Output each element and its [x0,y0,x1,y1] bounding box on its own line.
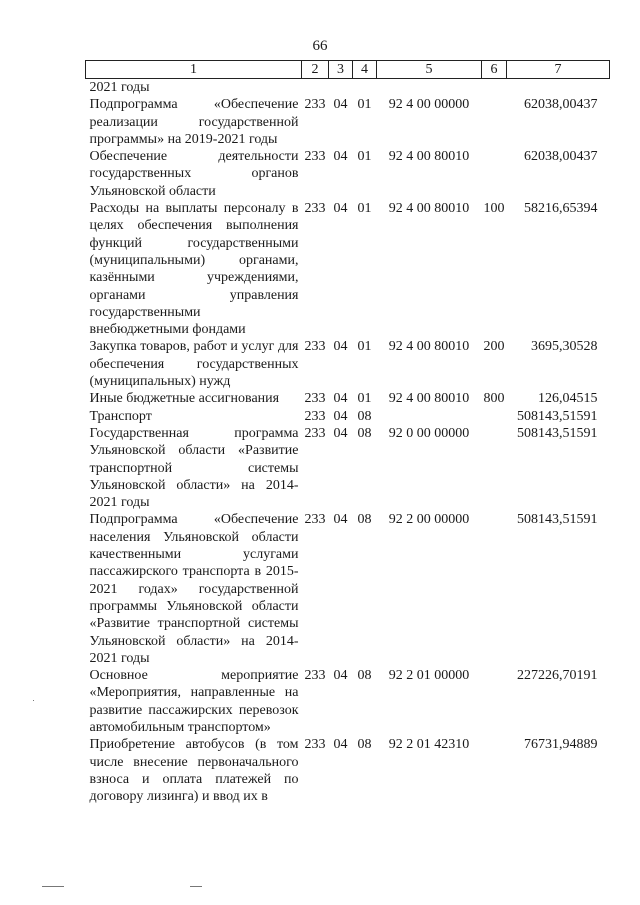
row-name: Иные бюджетные ассигнования [89,391,280,407]
row-col-5: 92 4 00 00000 [388,97,470,113]
scan-speck [42,886,64,887]
table-row [86,390,610,407]
table-row [86,200,610,338]
row-col-6 [482,425,507,511]
row-name: Государственная программа Ульяновской области «Развитие транспортной системы Ульяновской области» на 2014-2021 годы [89,425,299,511]
row-col-6 [482,667,507,736]
row-col-7: 3695,30528 [531,339,598,355]
row-col-4: 08 [357,668,372,684]
row-col-3: 04 [333,97,348,113]
row-name: 2021 годы [89,80,150,95]
table-header-row [86,61,610,79]
row-col-6 [482,408,507,425]
header-col-3: 3 [329,61,353,79]
row-name: Расходы на выплаты персоналу в целях обеспечения выполнения функций государственными (муниципальными) органами, казёнными учреждениями, органами управления государственными внебюджетными фондами [89,201,299,338]
row-col-6 [482,511,507,667]
header-col-2: 2 [302,61,329,79]
row-col-2: 233 [304,201,326,217]
row-col-5 [377,408,482,425]
row-name: Подпрограмма «Обеспечение реализации государственной программы» на 2019-2021 годы [89,97,299,147]
row-col-7: 126,04515 [538,391,598,407]
row-col-2 [302,79,329,97]
row-col-7: 58216,65394 [524,201,598,217]
row-col-2: 233 [304,425,326,441]
row-col-4: 01 [357,201,372,217]
row-col-5: 92 4 00 80010 [388,149,470,165]
row-col-3: 04 [333,425,348,441]
row-col-6 [482,148,507,200]
row-col-4: 08 [357,425,372,441]
table-row [86,79,610,97]
row-col-7 [507,79,610,97]
row-col-2: 233 [304,391,326,407]
table-row [86,667,610,736]
row-col-2: 233 [304,408,326,424]
header-col-1: 1 [86,61,302,79]
row-col-4: 08 [357,512,372,528]
row-col-3: 04 [333,391,348,407]
scan-speck [190,886,202,887]
table-row [86,96,610,148]
row-col-2: 233 [304,339,326,355]
row-col-7: 508143,51591 [517,425,598,441]
row-col-4: 01 [357,149,372,165]
row-col-3: 04 [333,339,348,355]
row-name: Обеспечение деятельности государственных органов Ульяновской области [89,149,299,199]
row-col-7: 62038,00437 [524,97,598,113]
row-col-5: 92 4 00 80010 [388,339,470,355]
row-col-2: 233 [304,149,326,165]
row-col-5: 92 0 00 00000 [388,425,470,441]
row-col-6 [482,96,507,148]
budget-table [85,60,610,805]
table-row [86,511,610,667]
row-col-3: 04 [333,737,348,753]
row-col-7: 227226,70191 [517,668,598,684]
row-col-3: 04 [333,668,348,684]
row-col-3: 04 [333,512,348,528]
row-name: Приобретение автобусов (в том числе внесение первоначального взноса и оплата платежей по договору лизинга) и ввод их в [89,737,299,805]
row-col-5: 92 2 01 00000 [388,668,470,684]
row-col-3: 04 [333,201,348,217]
row-col-7: 62038,00437 [524,149,598,165]
row-col-7: 508143,51591 [517,408,598,424]
row-col-4: 01 [357,97,372,113]
row-col-5: 92 4 00 80010 [388,201,470,217]
row-name: Подпрограмма «Обеспечение населения Ульяновской области качественными услугами пассажирского транспорта в 2015-2021 годах» государственной программы Ульяновской области «Развитие транспортной системы Ульяновской области» на 2014-2021 годы [89,512,299,666]
row-col-5: 92 4 00 80010 [388,391,470,407]
header-col-6: 6 [482,61,507,79]
row-col-4: 08 [357,737,372,753]
header-col-7: 7 [507,61,610,79]
row-col-7: 76731,94889 [524,737,598,753]
row-col-4 [353,79,377,97]
table-row [86,736,610,805]
row-col-5: 92 2 00 00000 [388,512,470,528]
table-row [86,425,610,511]
table-row [86,148,610,200]
row-col-3: 04 [333,149,348,165]
row-col-5: 92 2 01 42310 [388,737,470,753]
row-col-4: 08 [357,408,372,424]
header-col-5: 5 [377,61,482,79]
scan-speck [33,700,34,701]
row-col-7: 508143,51591 [517,512,598,528]
header-col-4: 4 [353,61,377,79]
table-row [86,408,610,425]
row-col-6 [482,736,507,805]
row-name: Закупка товаров, работ и услуг для обеспечения государственных (муниципальных) нужд [89,339,299,390]
row-col-4: 01 [357,391,372,407]
row-col-6: 100 [483,201,505,217]
row-name: Основное мероприятие «Мероприятия, направленные на развитие пассажирских перевозок автомобильным транспортом» [89,668,299,735]
row-col-2: 233 [304,97,326,113]
row-col-6 [482,79,507,97]
row-col-3 [329,79,353,97]
row-col-2: 233 [304,668,326,684]
row-col-6: 800 [483,391,505,407]
row-col-3: 04 [333,408,348,424]
table-row [86,338,610,390]
row-name: Транспорт [89,408,152,424]
row-col-4: 01 [357,339,372,355]
page-number: 66 [312,38,328,54]
row-col-2: 233 [304,512,326,528]
row-col-6: 200 [483,339,505,355]
row-col-2: 233 [304,737,326,753]
row-col-5 [377,79,482,97]
